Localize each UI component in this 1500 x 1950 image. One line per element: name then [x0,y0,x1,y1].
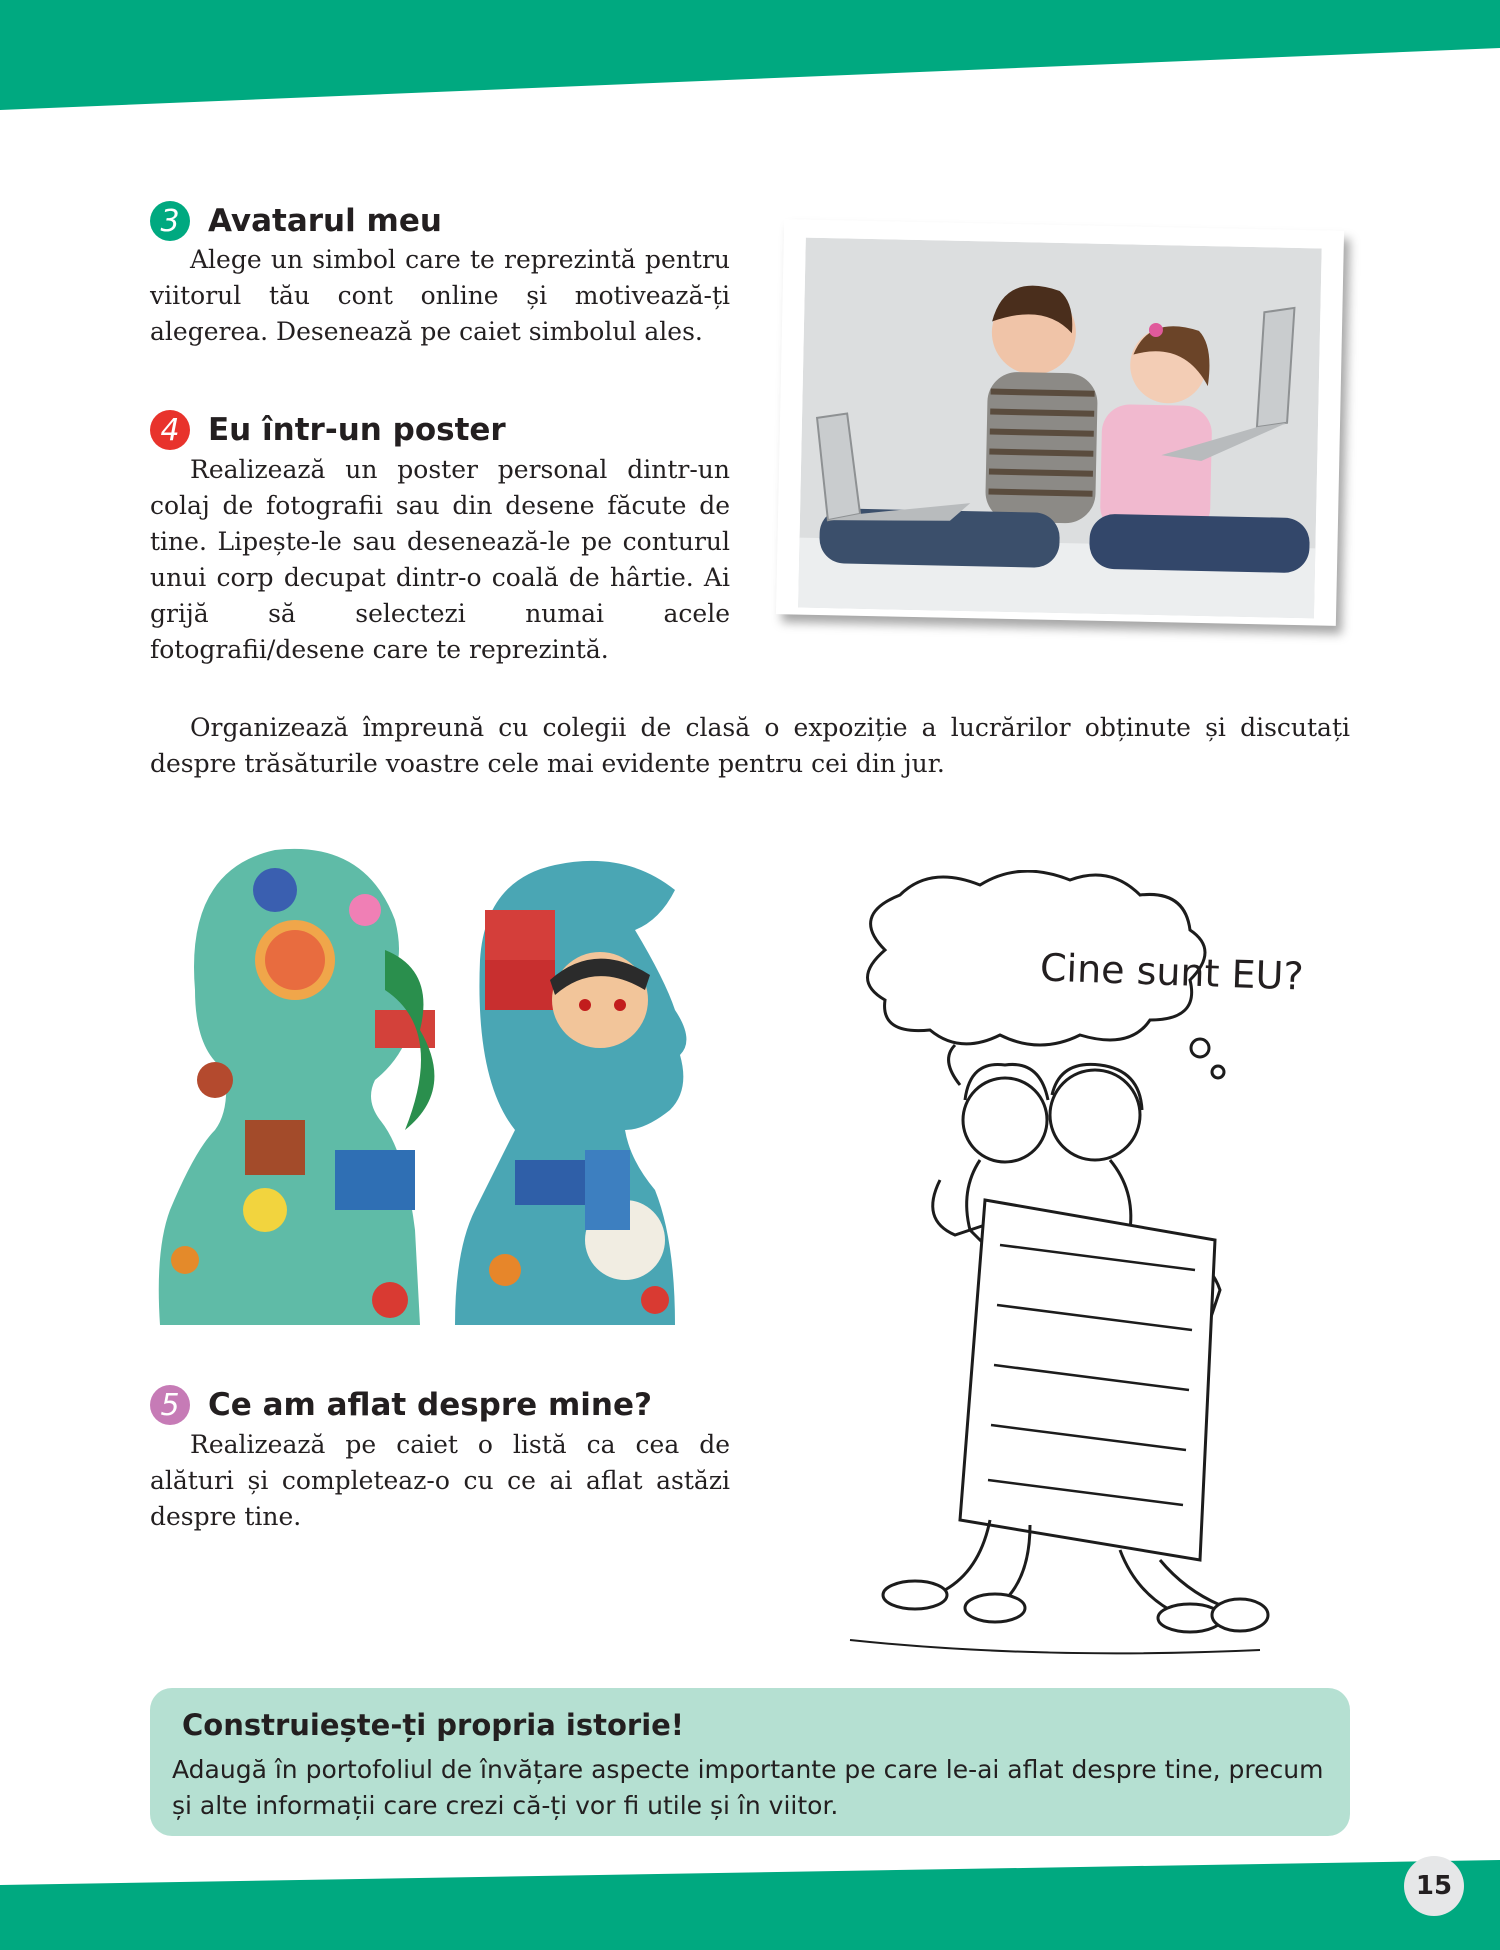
exhibition-text: Organizează împreună cu colegii de clasă o expoziție a lucrărilor obținute și discutați despre trăsăturile voastre cele mai evidente pentru cei din jur. [150,713,1350,778]
children-laptops-photo [776,219,1344,626]
section-5-text: Realizează pe caiet o listă ca cea de alături și completeaz-o cu ce ai aflat astăzi despre tine. [150,1430,730,1531]
callout-text: Adaugă în portofoliul de învățare aspecte importante pe care le-ai aflat despre tine, precum și alte informații care crezi că-ți vor fi utile și în viitor. [172,1755,1324,1820]
section-5-heading [150,1385,652,1425]
section-4-number: 4 [150,410,190,450]
section-3-text: Alege un simbol care te reprezintă pentru viitorul tău cont online și motivează-ți alegerea. Desenează pe caiet simbolul ales. [150,245,730,346]
callout-title: Construiește-ți propria istorie! [182,1708,685,1742]
thought-bubble-text: Cine sunt EU? [1039,945,1305,999]
section-4-title: Eu într-un poster [208,412,506,448]
section-5-title: Ce am aflat despre mine? [208,1387,652,1423]
collage-silhouettes-illustration [155,830,715,1330]
section-3-number: 3 [150,201,190,241]
section-4-text: Realizează un poster personal dintr-un colaj de fotografii sau din desene făcute de tine. Lipește-le sau desenează-le pe conturul unui corp decupat dintr-o coală de hârtie. Ai grijă să selectezi numai acele fotografii/desene care te reprezintă. [150,455,730,664]
section-3-heading [150,201,442,241]
page-number: 15 [1404,1856,1464,1916]
bottom-band [0,1840,1500,1950]
portfolio-callout [150,1688,1350,1836]
section-4-heading [150,410,506,450]
section-5-number: 5 [150,1385,190,1425]
section-3-title: Avatarul meu [208,203,442,239]
top-band [0,0,1500,115]
